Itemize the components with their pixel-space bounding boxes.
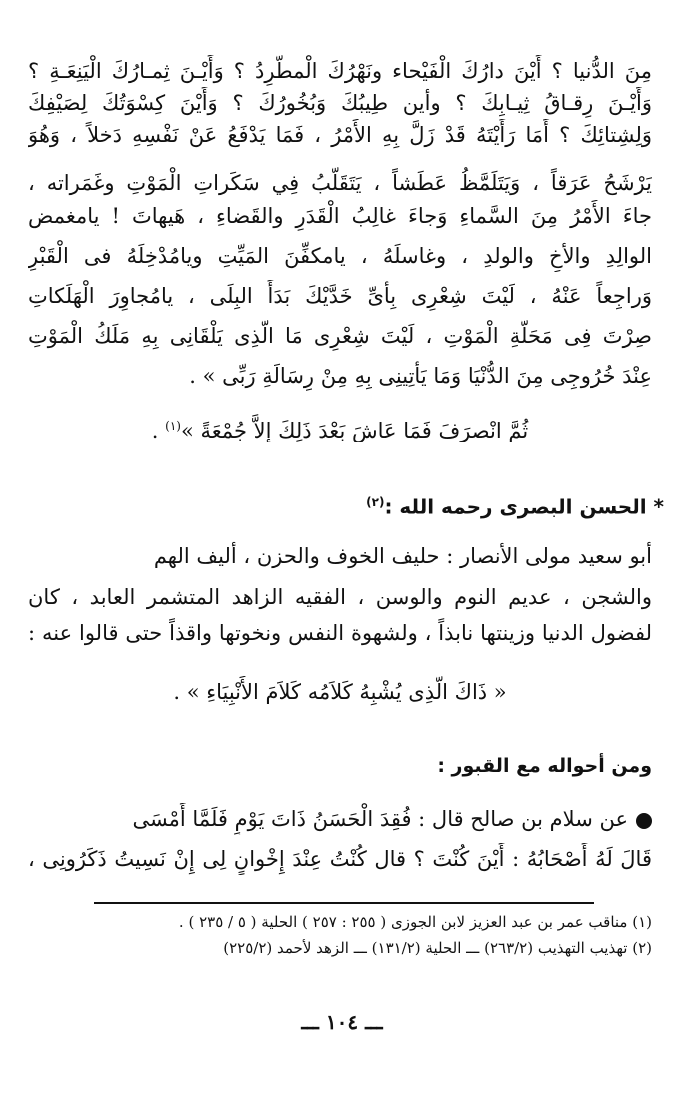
quote-line: « ذَاكَ الَّذِى يُشْبِهُ كَلاَمُه كَلاَمَ الأَنْبِيَاءِ » . bbox=[173, 680, 507, 704]
section-heading-text: * الحسن البصرى رحمه الله : bbox=[384, 494, 664, 519]
bio-line: أبو سعيد مولى الأنصار : حليف الخوف والحزن ، أليف الهم bbox=[153, 544, 652, 568]
bio-line: لفضول الدنيا وزينتها نابذاً ، ولشهوة النفس ونخوتها واقذاً حتى قالوا عنه : bbox=[28, 621, 652, 645]
closing-line: ثُمَّ انْصرَفَ فَمَا عَاشَ بَعْدَ ذَلِكَ إِلاَّ جُمْعَةً »$^{(١)}$ . bbox=[151, 419, 529, 442]
footnote: (١) مناقب عمر بن عبد العزيز لابن الجوزى ( ٢٥٥ : ٢٥٧ ) الحلية ( ٥ / ٢٣٥ ) . bbox=[178, 913, 652, 931]
body-line: عِنْدَ خُرُوجِى مِنَ الدُّنْيَا وَمَا يَأْتِينِى بِهِ مِنْ رِسَالَةِ رَبِّى » . bbox=[189, 364, 652, 388]
body-line: الوالِدِ والأخِ والولدِ ، وغاسلَهُ ، يامكفِّنَ المَيِّتِ ويامُدْخِلَهُ فى الْقَبْرِ bbox=[28, 244, 652, 268]
bio-line: والشجن ، عديم النوم والوسن ، الفقيه الزاهد المتشمر العابد ، كان bbox=[28, 585, 652, 609]
section-heading bbox=[24, 487, 664, 522]
footnote-divider bbox=[94, 902, 594, 904]
body-line: صِرْتَ فِى مَحَلَّةِ الْمَوْتِ ، لَيْتَ شِعْرِى مَا الَّذِى يَلْقَانِى بِهِ مَلَكُ الْمَوْتِ bbox=[28, 324, 652, 348]
body-line: وَأَيْـنَ رِقـاقُ ثِيـابِكَ ؟ وأين طِيبُكَ وَبُخُورُكَ ؟ وَأَيْنَ كِسْوَتُكَ لِصَيْفِكَ bbox=[28, 91, 652, 115]
footnote: (٢) تهذيب التهذيب (٢٦٣/٢) ـــ الحلية (١٣١/٢) ـــ الزهد لأحمد (٢٢٥/٢) bbox=[223, 939, 652, 957]
body-line: يَرْشَحُ عَرَقاً ، وَيَتَلَمَّظُ عَطَشاً ، يَتَقَلَّبُ فِي سَكَراتِ الْمَوْتِ وغَمَراته ، bbox=[28, 171, 652, 195]
narration-text: عن سلام بن صالح قال : فُقِدَ الْحَسَنُ ذَاتَ يَوْمٍ فَلَمَّا أَمْسَى bbox=[132, 807, 628, 831]
body-line: وَراجِعاً عَنْهُ ، لَيْتَ شِعْرِى بِأَىِّ خَدَّيْكَ بَدَأَ البِلَى ، يامُجاوِرَ الْهَلَكاتِ bbox=[28, 284, 652, 308]
body-line: مِنَ الدُّنيا ؟ أَيْنَ دارُكَ الْفَيْحاء ونَهْرُكَ الْمطَّرِدُ ؟ وَأَيْـنَ ثِمـارُكَ الْيَنِعَـةِ ؟ bbox=[28, 59, 652, 83]
narration-line bbox=[28, 803, 652, 835]
bullet-icon bbox=[636, 813, 652, 829]
footnote-ref: (١) bbox=[165, 419, 181, 433]
body-line: جاءَ الأَمْرُ مِنَ السَّماءِ وَجاءَ غالِبُ الْقَدَرِ والقَضاءِ ، هَيهاتَ ! يامغمض bbox=[28, 204, 652, 228]
footnote-ref: (٢) bbox=[366, 495, 385, 509]
narration-line: قَالَ لَهُ أَصْحَابُهُ : أَيْنَ كُنْتَ ؟ قال كُنْتُ عِنْدَ إِخْوانٍ لِى إِنْ نَسِيتُ ذَكَرُونِى ، bbox=[28, 847, 652, 871]
closing-text: ثُمَّ انْصرَفَ فَمَا عَاشَ بَعْدَ ذَلِكَ إِلاَّ جُمْعَةً » bbox=[180, 419, 529, 442]
subheading: ومن أحواله مع القبور : bbox=[437, 755, 652, 777]
body-line: وَلِشِتائِكَ ؟ أَمَا رَأَيْتَهُ قَدْ زَلَّ بِهِ الأَمْرُ ، فَمَا يَدْفَعُ عَنْ نَفْسِهِ دَخلاً ، وَهُوَ bbox=[28, 123, 652, 147]
page-number: ـــ ١٠٤ ـــ bbox=[301, 1010, 383, 1034]
